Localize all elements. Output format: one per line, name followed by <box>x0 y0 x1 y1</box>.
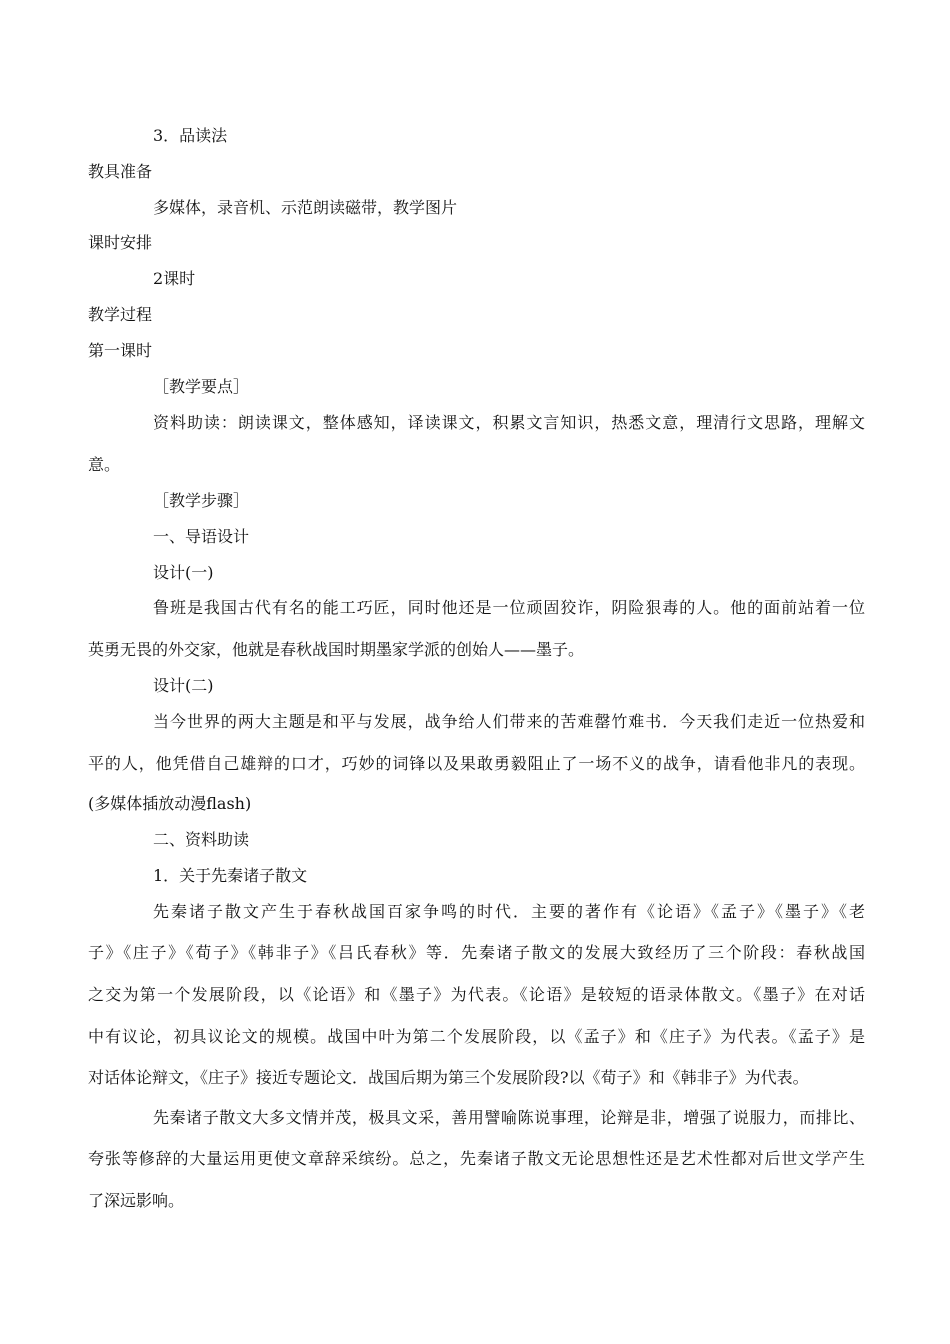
design-two-label: 设计(二) <box>153 676 214 695</box>
paragraph-line: 意。 <box>88 455 121 474</box>
paragraph-line: 英勇无畏的外交家，他就是春秋战国时期墨家学派的创始人——墨子。 <box>88 640 585 659</box>
paragraph-line: 资料助读：朗读课文，整体感知，译读课文，积累文言知识，热悉文意，理清行文思路，理解文 <box>153 413 865 432</box>
subsection-pre-qin-prose: 1．关于先秦诸子散文 <box>153 866 308 885</box>
class-schedule-text: 2课时 <box>153 269 196 288</box>
section-intro-design: 一、导语设计 <box>153 527 250 546</box>
paragraph-line: 中有议论，初具议论文的规模。战国中叶为第二个发展阶段，以《孟子》和《庄子》为代表。《孟子》是 <box>88 1027 865 1046</box>
heading-class-schedule: 课时安排 <box>88 233 153 252</box>
paragraph-line: 当今世界的两大主题是和平与发展，战争给人们带来的苦难罄竹难书．今天我们走近一位热爱和 <box>153 712 865 731</box>
paragraph-line: 对话体论辩文，《庄子》接近专题论文．战国后期为第三个发展阶段?以《荀子》和《韩非子》为代表。 <box>88 1068 809 1087</box>
section-materials: 二、资料助读 <box>153 830 250 849</box>
paragraph-line: 子》《庄子》《荀子》《韩非子》《吕氏春秋》等．先秦诸子散文的发展大致经历了三个阶段：春秋战国 <box>88 943 865 962</box>
paragraph-line: 之交为第一个发展阶段，以《论语》和《墨子》为代表。《论语》是较短的语录体散文。《墨子》在对话 <box>88 985 865 1004</box>
paragraph-line: 先秦诸子散文产生于春秋战国百家争鸣的时代．主要的著作有《论语》《孟子》《墨子》《老 <box>153 902 865 921</box>
subheading-teaching-steps: ［教学步骤］ <box>153 491 250 510</box>
paragraph-line: 了深远影响。 <box>88 1191 185 1210</box>
subheading-key-points: ［教学要点］ <box>153 377 250 396</box>
heading-first-lesson: 第一课时 <box>88 341 153 360</box>
paragraph-line: 夸张等修辞的大量运用更使文章辞采缤纷。总之，先秦诸子散文无论思想性还是艺术性都对后世文学产生 <box>88 1149 865 1168</box>
paragraph-line: 平的人，他凭借自己雄辩的口才，巧妙的词锋以及果敢勇毅阻止了一场不义的战争，请看他非凡的表现。 <box>88 754 865 773</box>
teaching-aids-text: 多媒体，录音机、示范朗读磁带，教学图片 <box>153 198 458 217</box>
paragraph-line: 先秦诸子散文大多文情并茂，极具文采，善用譬喻陈说事理，论辩是非，增强了说服力，而排比、 <box>153 1108 865 1127</box>
method-item-3: 3．品读法 <box>153 126 228 145</box>
paragraph-line: 鲁班是我国古代有名的能工巧匠，同时他还是一位顽固狡诈，阴险狠毒的人。他的面前站着一位 <box>153 598 865 617</box>
heading-teaching-aids: 教具准备 <box>88 162 153 181</box>
design-one-label: 设计(一) <box>153 563 214 582</box>
heading-teaching-process: 教学过程 <box>88 305 153 324</box>
multimedia-note: (多媒体插放动漫flash) <box>88 794 252 813</box>
